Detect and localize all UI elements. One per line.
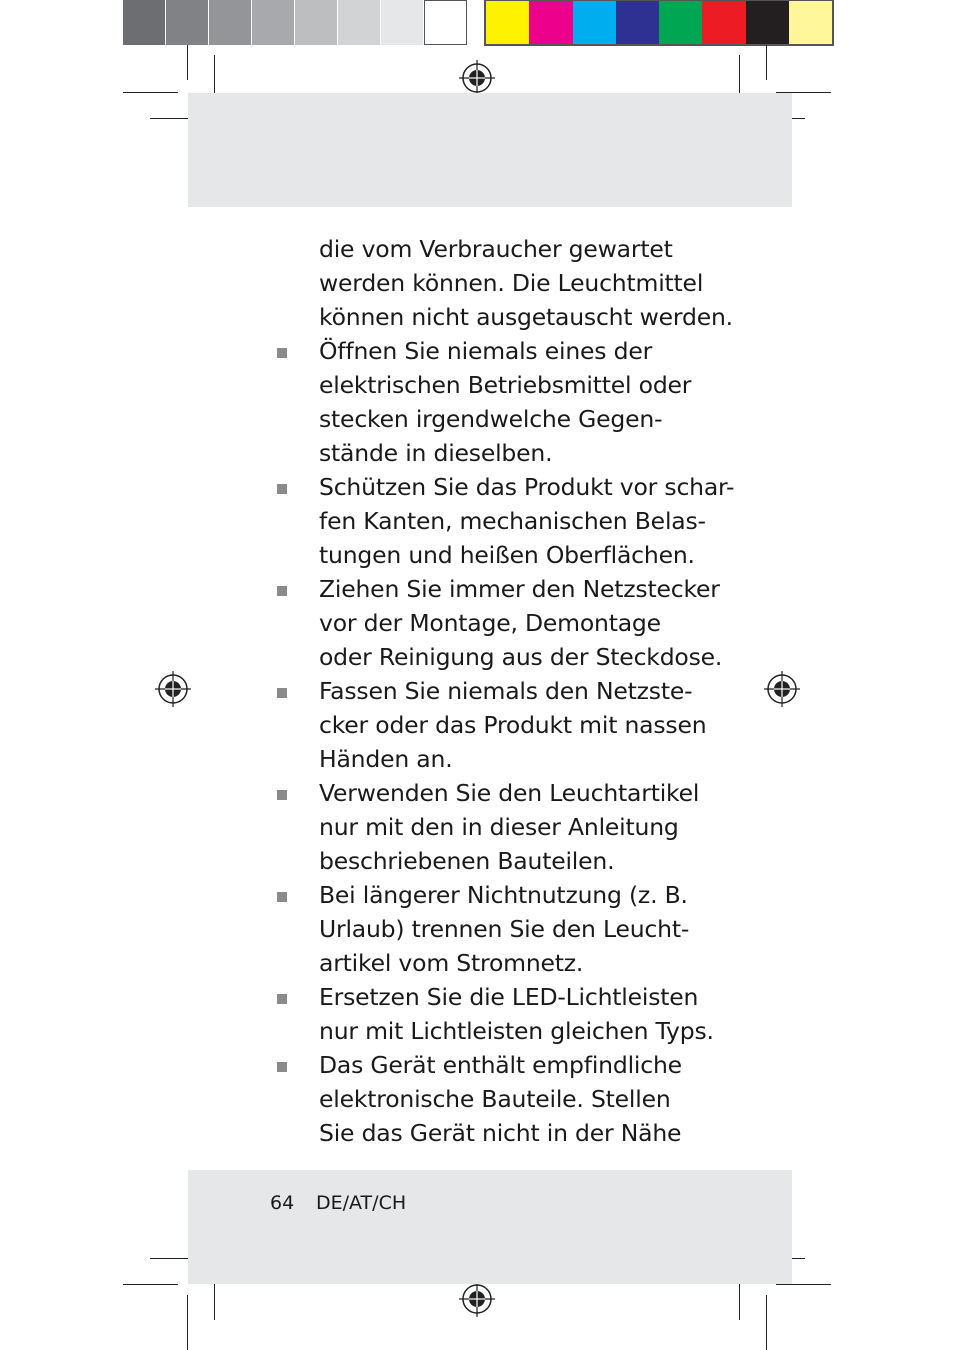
color-swatch [789,1,832,44]
bullet-item [270,674,707,776]
text-line: beschriebenen Bauteilen. [319,847,615,875]
gray-swatch [123,0,166,45]
gray-swatch [166,0,209,45]
page-number: 64 [270,1192,295,1214]
text-line: Öffnen Sie niemals eines der [319,337,653,365]
text-line: cker oder das Produkt mit nassen [319,711,707,739]
text-line: tungen und heißen Oberflächen. [319,541,695,569]
footer-panel [188,1170,792,1284]
bullet-item [270,980,714,1048]
bullet-item [270,470,735,572]
square-bullet-icon [277,790,287,800]
gray-swatch [338,0,381,45]
header-panel [188,93,792,207]
text-line: vor der Montage, Demontage [319,609,661,637]
grayscale-calibration-bar [123,0,467,45]
text-line: Händen an. [319,745,453,773]
gray-swatch [381,0,424,45]
color-swatch [573,1,616,44]
color-swatch [486,1,529,44]
text-line: Ersetzen Sie die LED-Lichtleisten [319,983,699,1011]
text-line: stecken irgendwelche Gegen- [319,405,663,433]
safety-instructions [270,232,735,1150]
crop-mark [187,1295,188,1350]
text-line: werden können. Die Leuchtmittel [319,269,704,297]
square-bullet-icon [277,994,287,1004]
registration-mark-icon [764,671,800,707]
square-bullet-icon [277,348,287,358]
page-footer [270,1192,406,1214]
gray-swatch [209,0,252,45]
registration-mark-icon [459,60,495,96]
bullet-list [270,334,735,1150]
bullet-item [270,776,700,878]
bullet-item [270,334,690,470]
square-bullet-icon [277,688,287,698]
color-swatch [702,1,745,44]
text-line: nur mit Lichtleisten gleichen Typs. [319,1017,714,1045]
text-line: Bei längerer Nichtnutzung (z. B. [319,881,688,909]
text-line: die vom Verbraucher gewartet [319,235,673,263]
intro-paragraph [270,232,733,334]
crop-mark [766,1295,767,1350]
square-bullet-icon [277,484,287,494]
square-bullet-icon [277,1062,287,1072]
text-line: Das Gerät enthält empfindliche [319,1051,682,1079]
gray-swatch [424,0,467,45]
color-swatch [659,1,702,44]
locale-label: DE/AT/CH [316,1192,407,1214]
text-line: fen Kanten, mechanischen Belas- [319,507,706,535]
crop-mark [766,45,767,80]
square-bullet-icon [277,892,287,902]
gray-swatch [252,0,295,45]
bullet-item [270,878,690,980]
crop-mark [776,1284,831,1285]
registration-mark-icon [459,1281,495,1317]
color-swatch [746,1,789,44]
square-bullet-icon [277,586,287,596]
text-line: Sie das Gerät nicht in der Nähe [319,1119,682,1147]
text-line: Verwenden Sie den Leuchtartikel [319,779,700,807]
text-line: können nicht ausgetauscht werden. [319,303,733,331]
color-swatch [529,1,572,44]
crop-mark [187,45,188,80]
text-line: Fassen Sie niemals den Netzste- [319,677,693,705]
text-line: elektronische Bauteile. Stellen [319,1085,671,1113]
text-line: artikel vom Stromnetz. [319,949,584,977]
gray-swatch [295,0,338,45]
color-calibration-bar [484,0,834,46]
text-line: stände in dieselben. [319,439,553,467]
text-line: nur mit den in dieser Anleitung [319,813,679,841]
color-swatch [616,1,659,44]
text-line: oder Reinigung aus der Steckdose. [319,643,723,671]
text-line: Schützen Sie das Produkt vor schar- [319,473,735,501]
crop-mark [123,1284,178,1285]
text-line: Ziehen Sie immer den Netzstecker [319,575,720,603]
registration-mark-icon [155,671,191,707]
text-line: elektrischen Betriebsmittel oder [319,371,692,399]
crop-mark [123,92,178,93]
bullet-item [270,1048,690,1150]
bullet-item [270,572,723,674]
text-line: Urlaub) trennen Sie den Leucht- [319,915,690,943]
